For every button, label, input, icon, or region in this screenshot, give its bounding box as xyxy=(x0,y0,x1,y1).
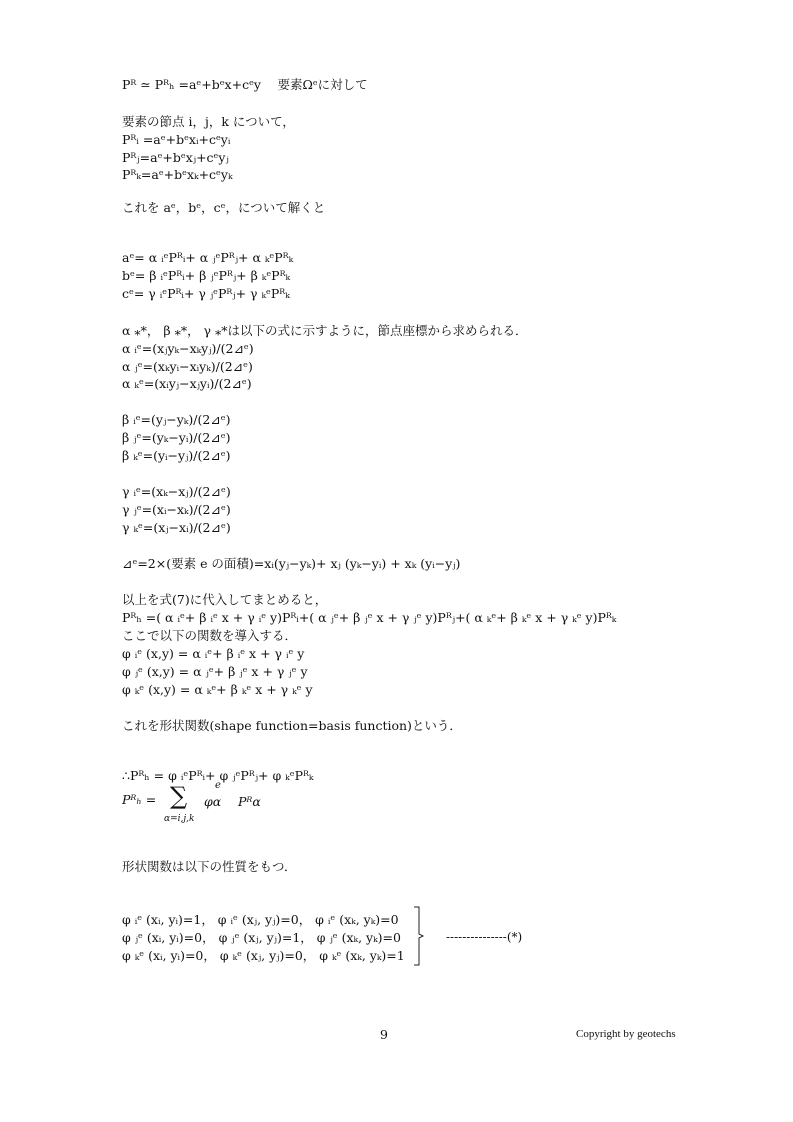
text-properties: 形状関数は以下の性質をもつ． xyxy=(122,859,297,874)
equation-beta-k: β ₖᵉ=(yᵢ−yⱼ)/(2⊿ᵉ) xyxy=(122,448,231,463)
summation-phi: φα xyxy=(204,794,222,809)
summation-superscript-e: e xyxy=(215,780,221,791)
equation-node-k: Pᴿₖ=aᵉ+bᵉxₖ+cᵉyₖ xyxy=(122,167,233,182)
equation-phi-j: φ ⱼᵉ (x,y) = α ⱼᵉ+ β ⱼᵉ x + γ ⱼᵉ y xyxy=(122,664,308,679)
equation-gamma-i: γ ᵢᵉ=(xₖ−xⱼ)/(2⊿ᵉ) xyxy=(122,484,231,499)
summation-sigma: ∑ xyxy=(170,782,188,810)
equation-property-j: φ ⱼᵉ (xᵢ, yᵢ)=0， φ ⱼᵉ (xⱼ, yⱼ)=1， φ ⱼᵉ (xₖ, yₖ)=0 xyxy=(122,930,401,945)
equation-approximation: Pᴿ ≃ Pᴿₕ =aᵉ+bᵉx+cᵉy 要素Ωᵉに対して xyxy=(122,77,368,92)
equation-phi-i: φ ᵢᵉ (x,y) = α ᵢᵉ+ β ᵢᵉ x + γ ᵢᵉ y xyxy=(122,646,305,661)
equation-ph-phi: ∴Pᴿₕ = φ ᵢᵉPᴿᵢ+ φ ⱼᵉPᴿⱼ+ φ ₖᵉPᴿₖ xyxy=(122,768,314,783)
text-solve-for: これを aᵉ，bᵉ，cᵉ，について解くと xyxy=(122,200,326,215)
copyright-text: Copyright by geotechs xyxy=(576,1028,676,1040)
equation-phi-k: φ ₖᵉ (x,y) = α ₖᵉ+ β ₖᵉ x + γ ₖᵉ y xyxy=(122,682,313,697)
equation-property-k: φ ₖᵉ (xᵢ, yᵢ)=0， φ ₖᵉ (xⱼ, yⱼ)=0， φ ₖᵉ (xₖ, yₖ)=1 xyxy=(122,948,405,963)
equation-gamma-k: γ ₖᵉ=(xⱼ−xᵢ)/(2⊿ᵉ) xyxy=(122,520,231,535)
summation-rhs: Pᴿα xyxy=(238,794,261,809)
text-shape-function: これを形状関数(shape function=basis function)という． xyxy=(122,718,462,733)
text-introduce-function: ここで以下の関数を導入する． xyxy=(122,628,298,643)
text-coefficients-intro: α ⁎*， β ⁎*， γ ⁎*は以下の式に示すように，節点座標から求められる． xyxy=(122,323,528,338)
equation-node-j: Pᴿⱼ=aᵉ+bᵉxⱼ+cᵉyⱼ xyxy=(122,150,229,165)
page-number: 9 xyxy=(380,1027,388,1042)
equation-alpha-j: α ⱼᵉ=(xₖyᵢ−xᵢyₖ)/(2⊿ᵉ) xyxy=(122,359,253,374)
equation-beta-j: β ⱼᵉ=(yₖ−yᵢ)/(2⊿ᵉ) xyxy=(122,430,231,445)
equation-c: cᵉ= γ ᵢᵉPᴿᵢ+ γ ⱼᵉPᴿⱼ+ γ ₖᵉPᴿₖ xyxy=(122,286,290,301)
equation-b: bᵉ= β ᵢᵉPᴿᵢ+ β ⱼᵉPᴿⱼ+ β ₖᵉPᴿₖ xyxy=(122,268,291,283)
equation-alpha-k: α ₖᵉ=(xᵢyⱼ−xⱼyᵢ)/(2⊿ᵉ) xyxy=(122,376,252,391)
equation-marker: ---------------(*) xyxy=(446,930,523,944)
equation-alpha-i: α ᵢᵉ=(xⱼyₖ−xₖyⱼ)/(2⊿ᵉ) xyxy=(122,341,254,356)
summation-equation xyxy=(122,780,342,826)
equation-node-i: Pᴿᵢ =aᵉ+bᵉxᵢ+cᵉyᵢ xyxy=(122,132,231,147)
equation-beta-i: β ᵢᵉ=(yⱼ−yₖ)/(2⊿ᵉ) xyxy=(122,412,231,427)
equation-area: ⊿ᵉ=2×(要素 e の面積)=xᵢ(yⱼ−yₖ)+ xⱼ (yₖ−yᵢ) + xₖ (yᵢ−yⱼ) xyxy=(122,556,461,571)
equation-property-i: φ ᵢᵉ (xᵢ, yᵢ)=1， φ ᵢᵉ (xⱼ, yⱼ)=0， φ ᵢᵉ (xₖ, yₖ)=0 xyxy=(122,912,399,927)
summation-index: α=i,j,k xyxy=(164,814,195,824)
text-substitute: 以上を式(7)に代入してまとめると， xyxy=(122,592,328,607)
equation-gamma-j: γ ⱼᵉ=(xᵢ−xₖ)/(2⊿ᵉ) xyxy=(122,502,231,517)
equation-ph-expanded: Pᴿₕ =( α ᵢᵉ+ β ᵢᵉ x + γ ᵢᵉ y)Pᴿᵢ+( α ⱼᵉ+ β ⱼᵉ x + γ ⱼᵉ y)Pᴿⱼ+( α ₖᵉ+ β ₖᵉ x + γ ₖᵉ y)Pᴿₖ xyxy=(122,610,617,625)
text-nodes-intro: 要素の節点 i，j，k について， xyxy=(122,114,295,129)
equation-a: aᵉ= α ᵢᵉPᴿᵢ+ α ⱼᵉPᴿⱼ+ α ₖᵉPᴿₖ xyxy=(122,250,294,265)
summation-lhs: Pᴿₕ = xyxy=(122,792,157,807)
right-brace-icon xyxy=(413,906,425,966)
